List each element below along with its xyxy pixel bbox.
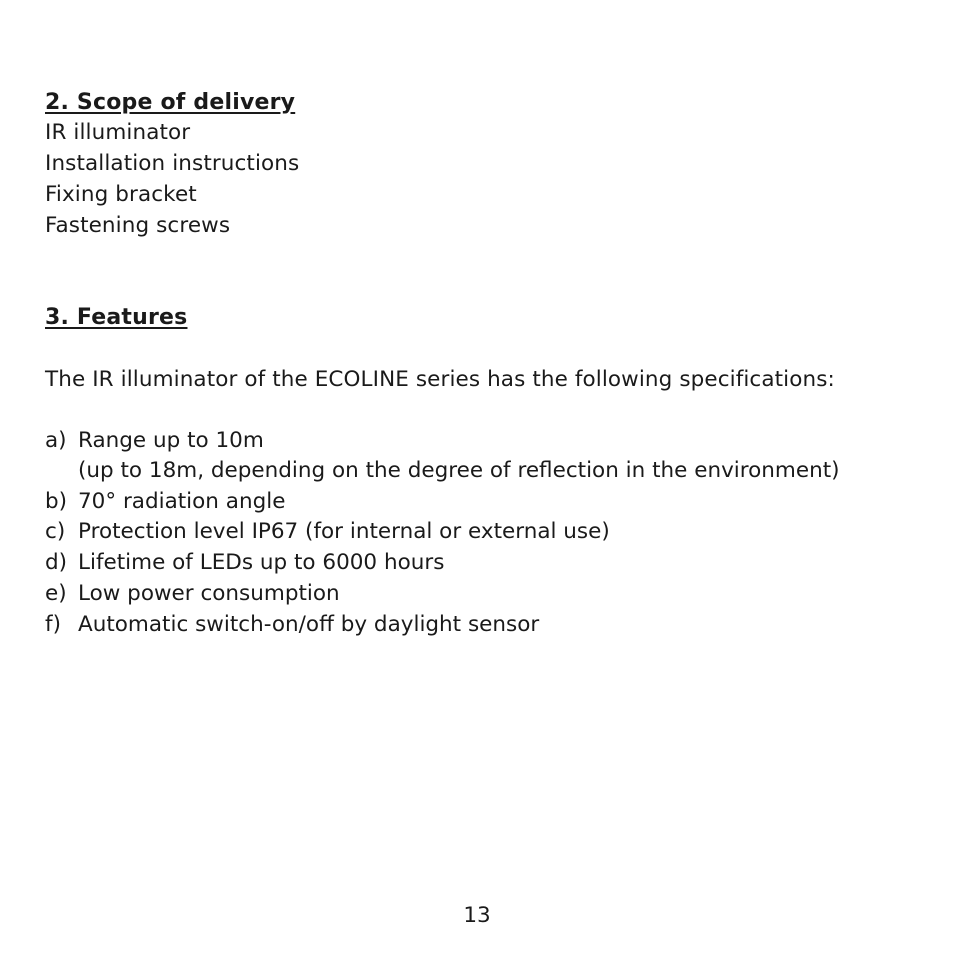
feature-marker: f)	[45, 612, 61, 637]
scope-item-installation-instructions: Installation instructions	[45, 151, 300, 176]
features-heading: 3. Features	[45, 305, 188, 330]
feature-text: Protection level IP67 (for internal or external use)	[78, 519, 610, 544]
feature-item-b	[45, 489, 285, 515]
feature-text: 70° radiation angle	[78, 489, 286, 514]
features-intro: The IR illuminator of the ECOLINE series has the following specifications:	[45, 367, 835, 392]
feature-item-f	[45, 612, 539, 638]
feature-text: Low power consumption	[78, 581, 340, 606]
scope-item-fixing-bracket: Fixing bracket	[45, 182, 197, 207]
feature-text: Automatic switch-on/off by daylight sensor	[78, 612, 540, 637]
feature-marker: d)	[45, 550, 68, 575]
feature-marker: e)	[45, 581, 67, 606]
feature-item-d	[45, 550, 444, 576]
scope-of-delivery-heading: 2. Scope of delivery	[45, 90, 296, 115]
feature-item-c	[45, 519, 610, 545]
scope-item-ir-illuminator: IR illuminator	[45, 120, 191, 145]
page-number: 13	[463, 903, 491, 928]
feature-item-e	[45, 581, 340, 607]
feature-marker: a)	[45, 428, 67, 453]
feature-marker: c)	[45, 519, 66, 544]
feature-item-a-continuation: (up to 18m, depending on the degree of reflection in the environment)	[78, 458, 840, 483]
feature-text: Range up to 10m	[78, 428, 264, 453]
feature-item-a	[45, 428, 264, 454]
feature-marker: b)	[45, 489, 68, 514]
feature-text: Lifetime of LEDs up to 6000 hours	[78, 550, 445, 575]
scope-item-fastening-screws: Fastening screws	[45, 213, 231, 238]
